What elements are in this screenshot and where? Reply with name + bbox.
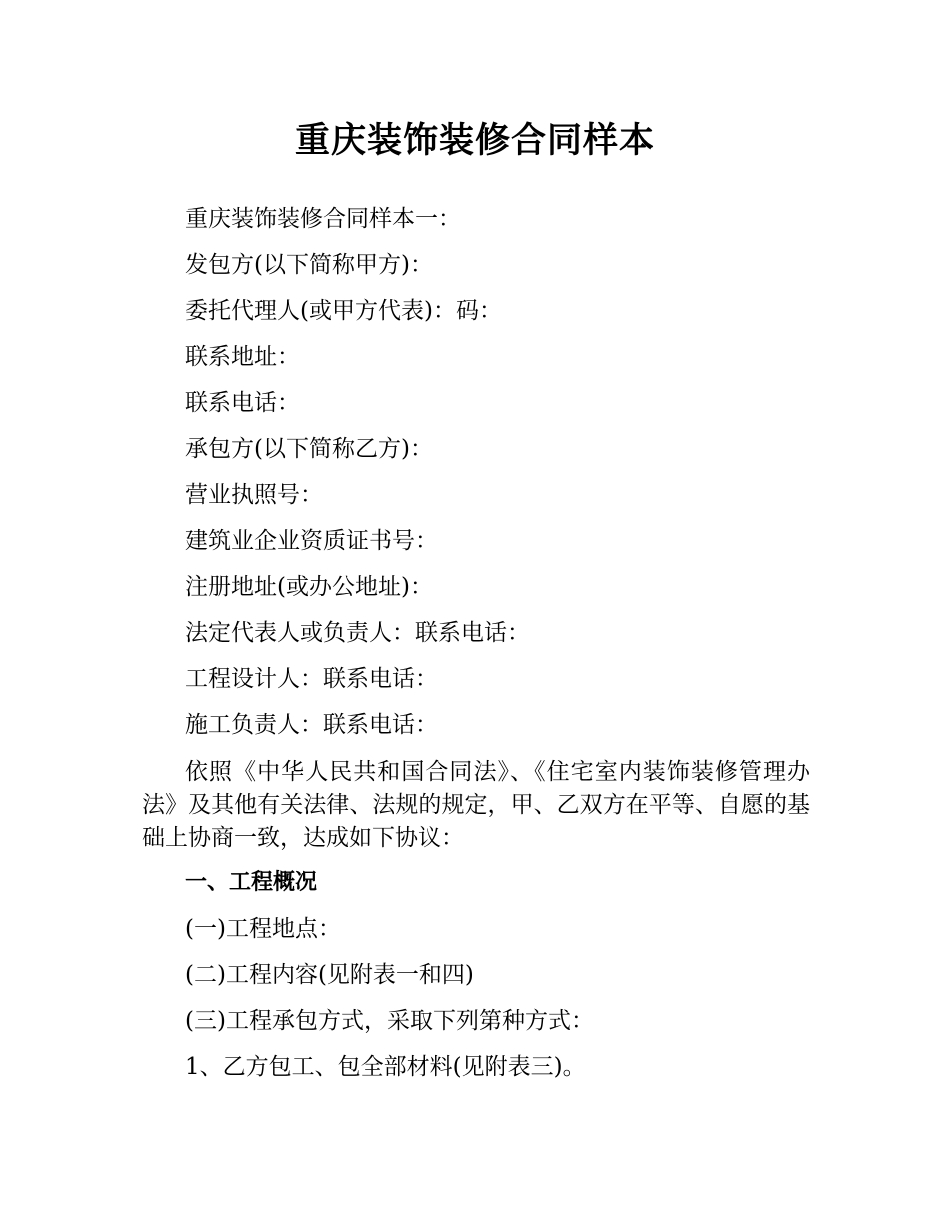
paragraph-project-content: (二)工程内容(见附表一和四) [185,962,474,988]
paragraph-sample-intro: 重庆装饰装修合同样本一： [185,206,461,232]
document-title: 重庆装饰装修合同样本 [294,121,655,161]
paragraph-method-option-1: 1、乙方包工、包全部材料(见附表三)。 [185,1054,586,1080]
section-heading-project-overview: 一、工程概况 [185,870,318,895]
paragraph-party-b: 承包方(以下简称乙方)： [185,436,433,462]
paragraph-contract-method: (三)工程承包方式，采取下列第种方式： [185,1008,594,1034]
paragraph-project-location: (一)工程地点： [185,916,341,942]
paragraph-contact-phone: 联系电话： [185,390,300,416]
document-body [142,196,810,1090]
paragraph-party-a: 发包方(以下简称甲方)： [185,252,433,278]
paragraph-qualification-cert: 建筑业企业资质证书号： [185,528,438,554]
paragraph-registered-address: 注册地址(或办公地址)： [185,574,433,600]
paragraph-party-a-agent: 委托代理人(或甲方代表)：码： [185,298,502,324]
paragraph-engineering-designer: 工程设计人：联系电话： [185,666,438,692]
paragraph-contact-address: 联系地址： [185,344,300,370]
paragraph-legal-basis: 依照《中华人民共和国合同法》、《住宅室内装饰装修管理办法》及其他有关法律、法规的规定，甲、乙双方在平等、自愿的基础上协商一致，达成如下协议： [142,759,810,851]
paragraph-legal-representative: 法定代表人或负责人：联系电话： [185,620,530,646]
paragraph-construction-manager: 施工负责人：联系电话： [185,712,438,738]
paragraph-business-license: 营业执照号： [185,482,323,508]
